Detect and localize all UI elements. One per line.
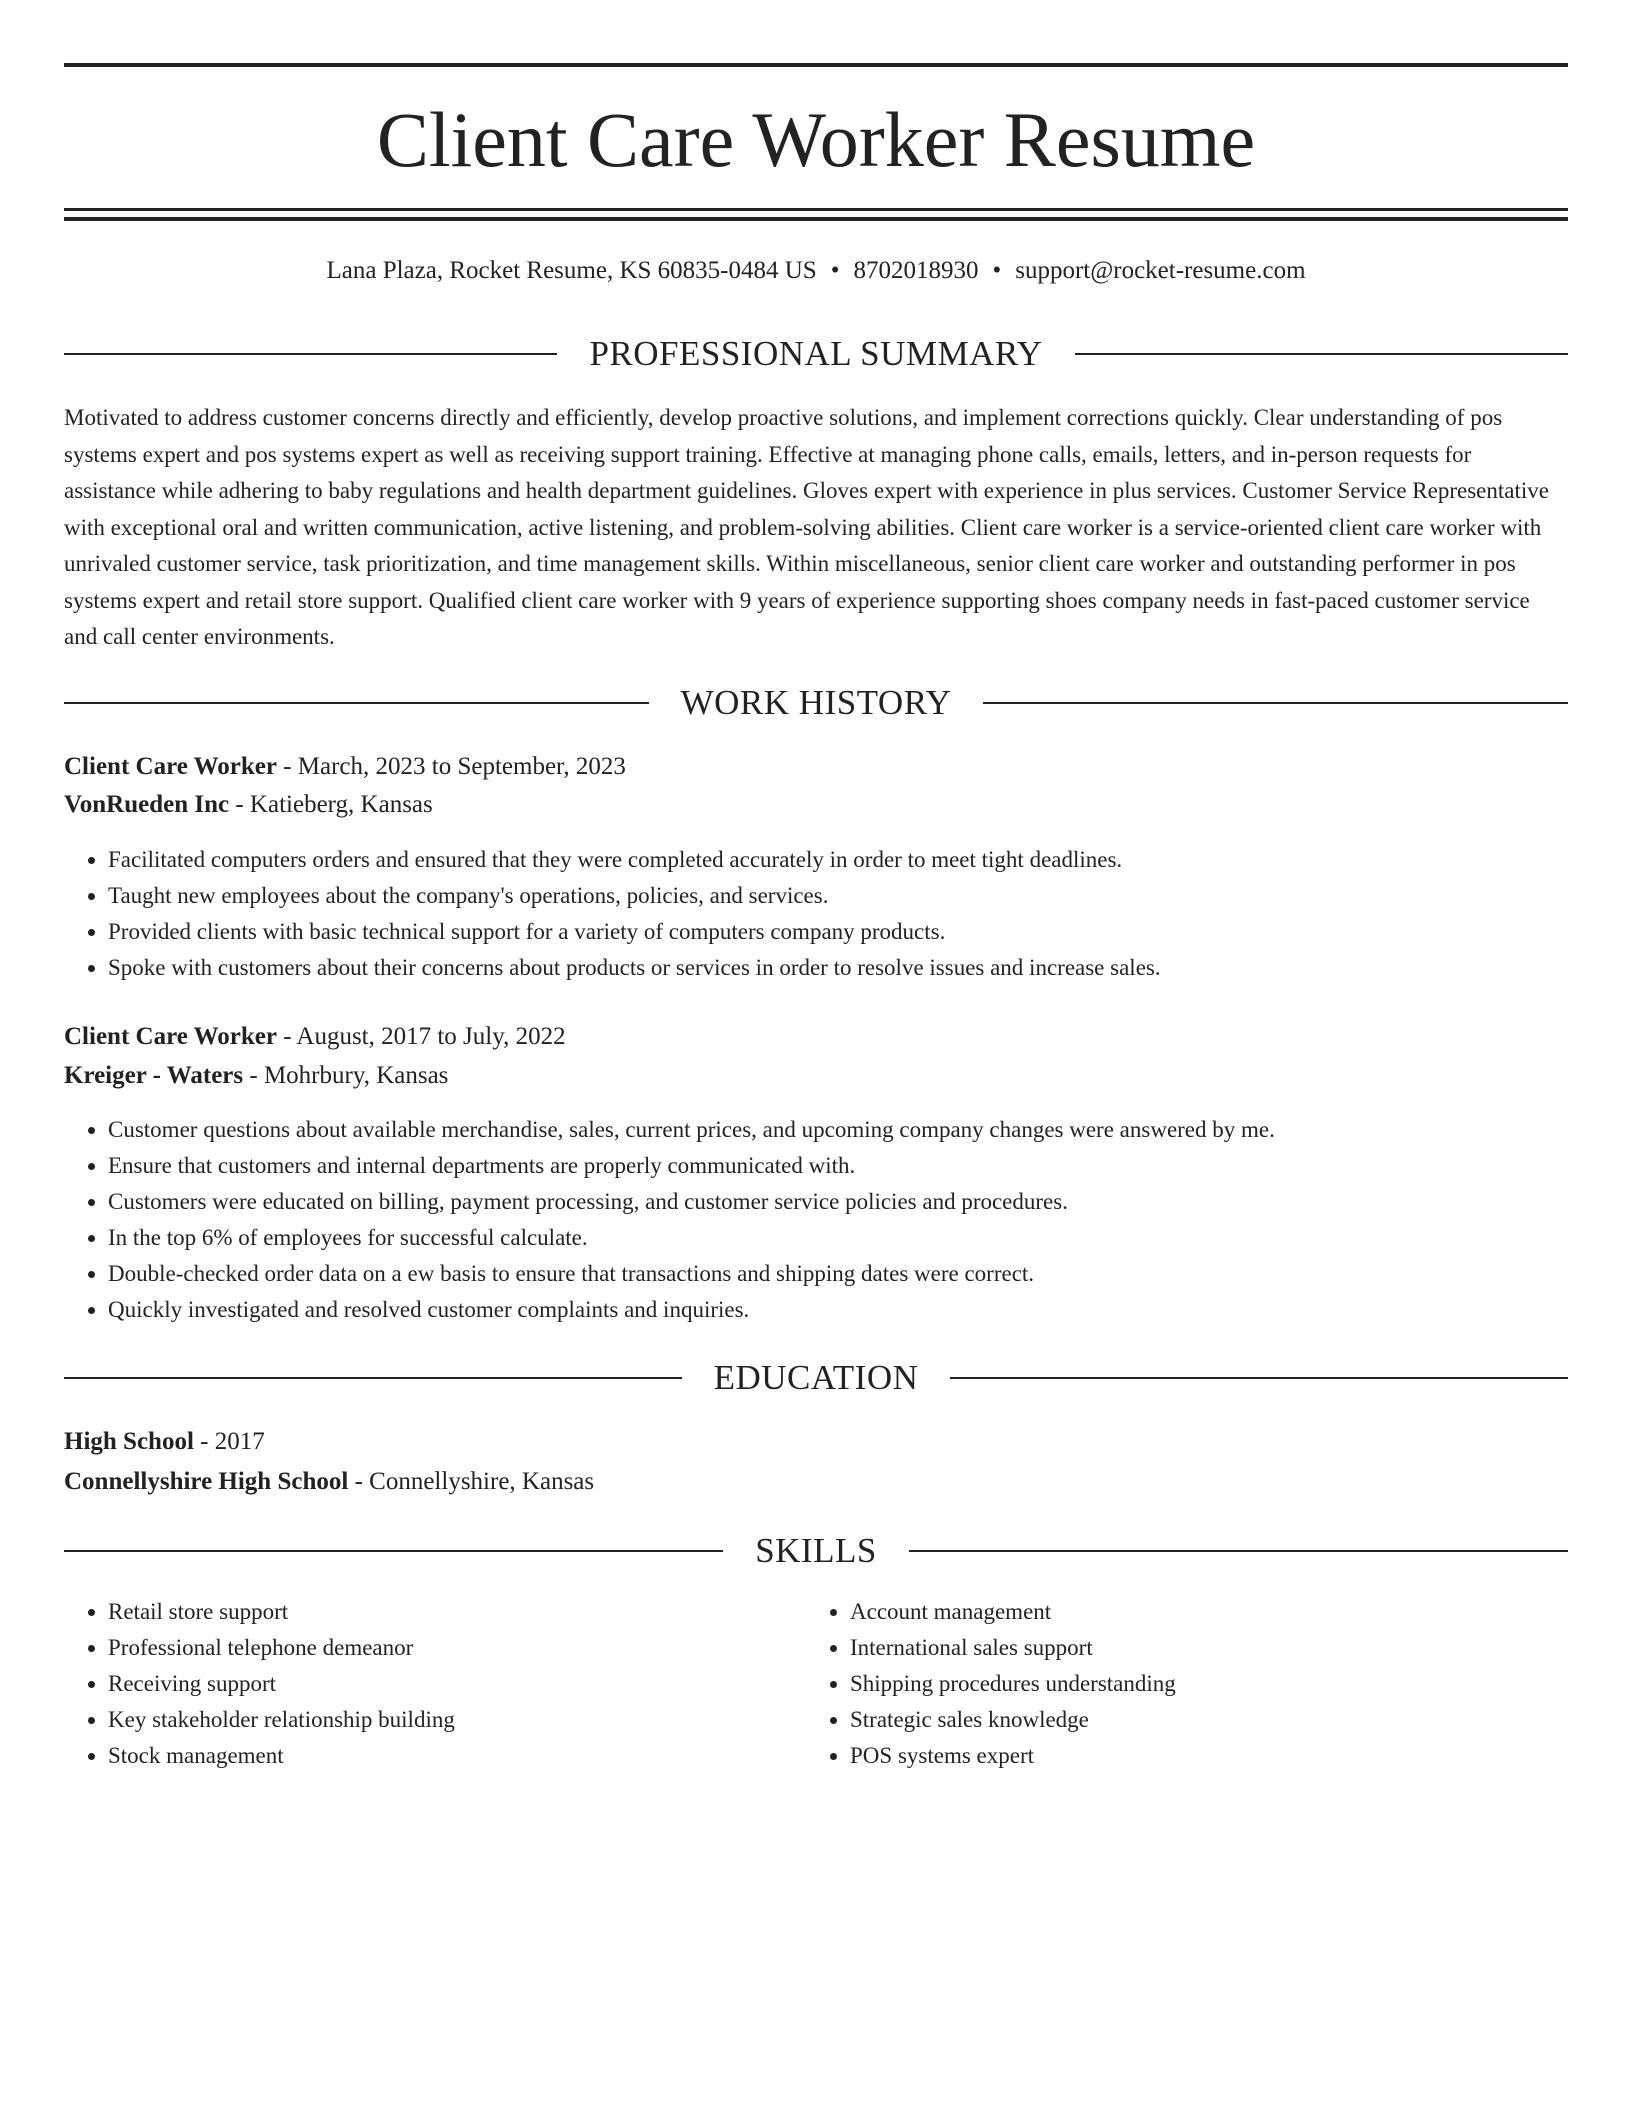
list-item: • Facilitated computers orders and ensured that they were completed accurately in order to meet tight deadlines.	[108, 842, 1568, 878]
education-degree-line	[64, 1424, 1568, 1460]
list-item: • Retail store support	[108, 1594, 808, 1630]
education-location: - Connellyshire, Kansas	[348, 1468, 595, 1495]
job-1-location: - Katieberg, Kansas	[229, 791, 433, 818]
job-1-company: VonRueden Inc	[64, 791, 230, 818]
summary-heading: PROFESSIONAL SUMMARY	[589, 334, 1043, 373]
section-divider-line	[909, 1550, 1568, 1552]
list-item: • Provided clients with basic technical support for a variety of computers company products.	[108, 914, 1568, 950]
section-divider-line	[64, 353, 557, 355]
list-item: • In the top 6% of employees for successful calculate.	[108, 1220, 1568, 1256]
contact-phone: 8702018930	[853, 257, 979, 284]
resume-title: Client Care Worker Resume	[376, 96, 1256, 183]
list-item: • Account management	[850, 1594, 1550, 1630]
contact-separator: •	[830, 257, 840, 284]
list-item: • Key stakeholder relationship building	[108, 1702, 808, 1738]
list-item: • Ensure that customers and internal departments are properly communicated with.	[108, 1148, 1568, 1184]
summary-section-header	[64, 332, 1568, 376]
job-1-company-line	[64, 787, 1568, 823]
job-2-title-line	[64, 1019, 1568, 1055]
contact-separator: •	[992, 257, 1002, 284]
contact-line	[64, 254, 1568, 288]
job-2-company: Kreiger - Waters	[64, 1062, 244, 1089]
education-heading: EDUCATION	[713, 1358, 919, 1397]
top-rule	[64, 63, 1568, 67]
section-divider-line	[64, 1550, 723, 1552]
section-divider-line	[64, 1377, 682, 1379]
summary-text: Motivated to address customer concerns directly and efficiently, develop proactive solutions, and implement corrections quickly. Clear understanding of pos systems expert and pos systems expert as well as receiving support training. Effective at managing phone calls, emails, letters, and in-person requests for assistance while adhering to baby regulations and health department guidelines. Gloves expert with experience in plus services. Customer Service Representative with exceptional oral and written communication, active listening, and problem-solving abilities. Client care worker is a service-oriented client care worker with unrivaled customer service, task prioritization, and time management skills. Within miscellaneous, senior client care worker and outstanding performer in pos systems expert and retail store support. Qualified client care worker with 9 years of experience supporting shoes company needs in fast-paced customer service and call center environments.	[64, 405, 1549, 649]
education-school-line	[64, 1464, 1568, 1500]
list-item: • Strategic sales knowledge	[850, 1702, 1550, 1738]
job-1-title-line	[64, 749, 1568, 785]
list-item: • Double-checked order data on a ew basis to ensure that transactions and shipping dates were correct.	[108, 1256, 1568, 1292]
list-item: • Spoke with customers about their concerns about products or services in order to resolve issues and increase sales.	[108, 950, 1568, 986]
contact-address: Lana Plaza, Rocket Resume, KS 60835-0484 US	[326, 257, 817, 284]
education-section-header	[64, 1356, 1568, 1400]
job-2-bullets	[64, 1112, 1568, 1328]
contact-email: support@rocket-resume.com	[1015, 257, 1306, 284]
job-1-title: Client Care Worker	[64, 753, 277, 780]
list-item: • Shipping procedures understanding	[850, 1666, 1550, 1702]
skills-section-header	[64, 1529, 1568, 1573]
section-divider-line	[983, 702, 1568, 704]
job-1-dates: - March, 2023 to September, 2023	[276, 753, 626, 780]
section-divider-line	[64, 702, 649, 704]
job-2-dates: - August, 2017 to July, 2022	[276, 1023, 566, 1050]
list-item: • Professional telephone demeanor	[108, 1630, 808, 1666]
work-section-header	[64, 681, 1568, 725]
education-degree: High School	[64, 1428, 194, 1455]
list-item: • Taught new employees about the company's operations, policies, and services.	[108, 878, 1568, 914]
list-item: • Quickly investigated and resolved customer complaints and inquiries.	[108, 1292, 1568, 1328]
job-1-bullets	[64, 842, 1568, 986]
education-school: Connellyshire High School	[64, 1468, 349, 1495]
work-heading: WORK HISTORY	[680, 683, 952, 722]
list-item: • International sales support	[850, 1630, 1550, 1666]
list-item: • Stock management	[108, 1738, 808, 1774]
list-item: • Receiving support	[108, 1666, 808, 1702]
title-double-rule	[64, 208, 1568, 221]
job-2-title: Client Care Worker	[64, 1023, 277, 1050]
section-divider-line	[1075, 353, 1568, 355]
job-2-location: - Mohrbury, Kansas	[243, 1062, 449, 1089]
list-item: • Customer questions about available merchandise, sales, current prices, and upcoming company changes were answered by me.	[108, 1112, 1568, 1148]
skills-list-left	[64, 1594, 808, 1774]
skills-list-right	[806, 1594, 1550, 1774]
skills-heading: SKILLS	[755, 1531, 877, 1570]
education-year: - 2017	[193, 1428, 265, 1455]
list-item: • POS systems expert	[850, 1738, 1550, 1774]
list-item: • Customers were educated on billing, payment processing, and customer service policies and procedures.	[108, 1184, 1568, 1220]
job-2-company-line	[64, 1058, 1568, 1094]
section-divider-line	[950, 1377, 1568, 1379]
